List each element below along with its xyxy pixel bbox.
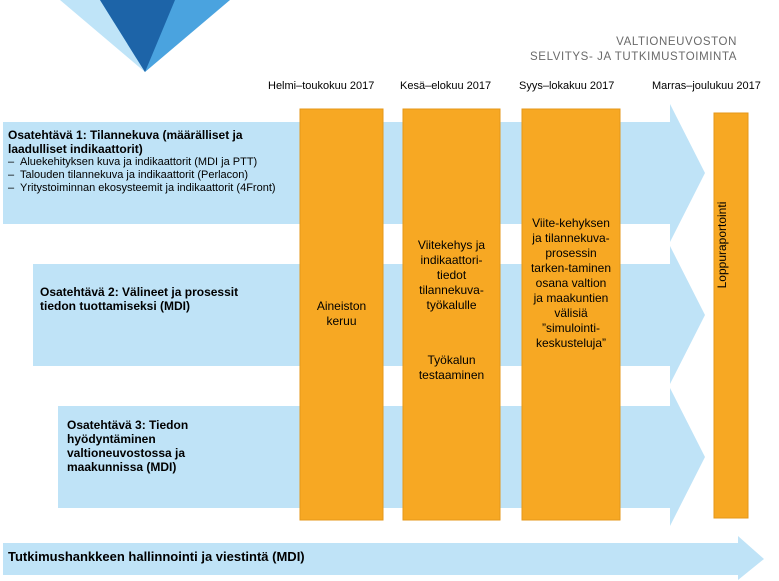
period-label-3: Syys–lokakuu 2017 (519, 80, 615, 92)
task1-bullet: – Yritystoiminnan ekosysteemit ja indikaattorit (4Front) (8, 182, 280, 195)
task3-title: Osatehtävä 3: Tiedon hyödyntäminen valtioneuvostossa ja maakunnissa (MDI) (67, 418, 189, 474)
column2-text2: Työkalun testaaminen (418, 353, 485, 382)
column3-text: Viite-kehyksen ja tilannekuva-prosessin tarken-taminen osana valtion ja maakuntien välisiä ”simulointi-keskusteluja” (530, 216, 612, 350)
column2-text: Viitekehys ja indikaattori-tiedot tilannekuva-työkalulle (417, 238, 486, 312)
task2-box (40, 285, 250, 313)
task1-bullets (8, 156, 298, 195)
task1-title: Osatehtävä 1: Tilannekuva (määrälliset ja laadulliset indikaattorit) (8, 128, 243, 156)
task2-title: Osatehtävä 2: Välineet ja prosessit tiedon tuottamiseksi (MDI) (40, 285, 239, 313)
period-label-1: Helmi–toukokuu 2017 (268, 80, 375, 92)
task3-box (67, 418, 227, 474)
logo-text-line1: VALTIONEUVOSTON (616, 36, 737, 48)
task1-bullet: – Talouden tilannekuva ja indikaattorit (Perlacon) (8, 169, 298, 182)
column1-text: Aineiston keruu (316, 299, 367, 328)
column4-text: Loppuraportointi (715, 201, 729, 289)
column-2 (403, 109, 500, 520)
task1-box (8, 128, 298, 195)
bottom-bar-label: Tutkimushankkeen hallinnointi ja viestintä (MDI) (8, 549, 305, 564)
logo-text-line2: SELVITYS- JA TUTKIMUSTOIMINTA (530, 51, 737, 63)
period-label-4: Marras–joulukuu 2017 (652, 80, 761, 92)
task1-bullet: – Aluekehityksen kuva ja indikaattorit (MDI ja PTT) (8, 156, 298, 169)
period-label-2: Kesä–elokuu 2017 (400, 80, 492, 92)
